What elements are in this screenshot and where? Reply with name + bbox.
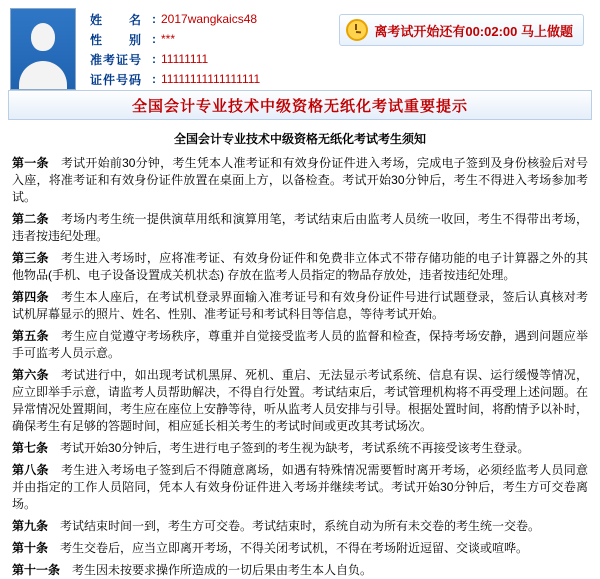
notice-subtitle: 全国会计专业技术中级资格无纸化考试考生须知: [173, 132, 426, 146]
notice-clause: [12, 562, 588, 579]
clause-text: 考生进入考场电子签到后不得随意离场，如遇有特殊情况需要暂时离开考场，必须经监考人员同意并由指定的工作人员陪同，凭本人有效身份证件进入考场并继续考试。考试开始30分钟后，考生方可交卷离场。: [12, 463, 588, 511]
candidate-field-label: 性 别: [90, 32, 143, 47]
clause-text: 考试进行中，如出现考试机黑屏、死机、重启、无法显示考试系统、信息有误、运行缓慢等情况，应立即举手示意，请监考人员帮助解决，不得自行处置。考试结束后，考试管理机构将不再受理上述问题。在异常情况处置期间，考生应在座位上安静等待，听从监考人员安排与引导。根据处置时间，将酌情予以补时，确保考生有足够的答题时间，相应延长相关考生的考试时间或更改其考试场次。: [12, 368, 589, 433]
notice-clause: [12, 250, 588, 284]
clause-text: 考试开始前30分钟，考生凭本人准考证和有效身份证件进入考场，完成电子签到及身份核验后对号入座，将准考证和有效身份证件放置在桌面上方，以备检查。考试开始30分钟后，考生不得进入考场参加考试。: [12, 156, 588, 204]
clause-number: 第十一条: [12, 563, 73, 577]
candidate-field-value: 11111111: [161, 52, 209, 66]
candidate-field-value: ***: [161, 32, 176, 46]
clause-text: 考生因未按要求操作所造成的一切后果由考生本人自负。: [72, 563, 373, 577]
notice-clause: [12, 462, 588, 513]
candidate-field-value: 2017wangkaics48: [161, 12, 258, 26]
clause-number: 第八条: [12, 463, 62, 477]
notice-clause: [12, 155, 588, 206]
clause-text: 考试结束时间一到，考生方可交卷。考试结束时，系统自动为所有未交卷的考生统一交卷。: [60, 519, 541, 533]
clause-number: 第二条: [12, 212, 62, 226]
clause-text: 考试开始30分钟后，考生进行电子签到的考生视为缺考，考试系统不再接受该考生登录。: [60, 441, 530, 455]
candidate-photo: [10, 8, 76, 90]
candidate-field-label: 证件号码: [90, 72, 143, 87]
candidate-info-row: [90, 50, 260, 68]
exam-countdown-timer[interactable]: [339, 14, 584, 46]
notice-clause: [12, 211, 588, 245]
candidate-field-value: 11111111111111111: [161, 72, 261, 86]
clause-number: 第十条: [12, 541, 61, 555]
candidate-field-label: 准考证号: [90, 52, 143, 67]
notice-clause: [12, 540, 588, 557]
clause-number: 第四条: [12, 290, 62, 304]
notice-clause: [12, 518, 588, 535]
notice-clause: [12, 289, 588, 323]
clock-icon: [346, 19, 368, 41]
candidate-header: [0, 0, 600, 90]
candidate-info-row: [90, 10, 260, 28]
notice-clause: [12, 328, 588, 362]
candidate-field-label: 姓 名: [90, 12, 143, 27]
clause-number: 第五条: [12, 329, 62, 343]
label-colon: :: [152, 12, 156, 26]
candidate-info-row: [90, 70, 260, 88]
clause-number: 第六条: [12, 368, 62, 382]
notice-clause: [12, 367, 588, 435]
clause-number: 第九条: [12, 519, 61, 533]
label-colon: :: [152, 52, 156, 66]
notice-clause: [12, 440, 588, 457]
notice-clause-list: [12, 155, 588, 579]
candidate-info: [90, 8, 260, 90]
clause-number: 第七条: [12, 441, 61, 455]
clause-text: 考生进入考场时，应将准考证、有效身份证件和免费非立体式不带存储功能的电子计算器之外的其他物品(手机、电子设备设置成关机状态) 存放在监考人员指定的物品存放处，违者按违纪处理。: [12, 251, 588, 282]
notice-content: [0, 120, 600, 579]
clause-text: 考场内考生统一提供演草用纸和演算用笔，考试结束后由监考人员统一收回，考生不得带出考场，违者按违纪处理。: [12, 212, 588, 243]
avatar-head-shape: [31, 23, 55, 51]
avatar-body-shape: [19, 61, 67, 90]
page-title-banner: [8, 90, 592, 120]
banner-container: [0, 90, 600, 120]
candidate-info-row: [90, 30, 260, 48]
label-colon: :: [152, 72, 156, 86]
clause-text: 考生本人座后，在考试机登录界面输入准考证号和有效身份证件号进行试题登录，签后认真核对考试机屏幕显示的照片、姓名、性别、准考证号和考试科目等信息，等待考试开始。: [12, 290, 588, 321]
countdown-text: 离考试开始还有00:02:00 马上做题: [374, 23, 573, 39]
label-colon: :: [152, 32, 156, 46]
clause-number: 第一条: [12, 156, 61, 170]
page-title: 全国会计专业技术中级资格无纸化考试重要提示: [131, 97, 468, 115]
clause-number: 第三条: [12, 251, 62, 265]
clause-text: 考生交卷后，应当立即离开考场，不得关闭考试机，不得在考场附近逗留、交谈或喧哗。: [60, 541, 529, 555]
clause-text: 考生应自觉遵守考场秩序，尊重并自觉接受监考人员的监督和检查，保持考场安静，遇到问题应举手可监考人员示意。: [12, 329, 588, 360]
